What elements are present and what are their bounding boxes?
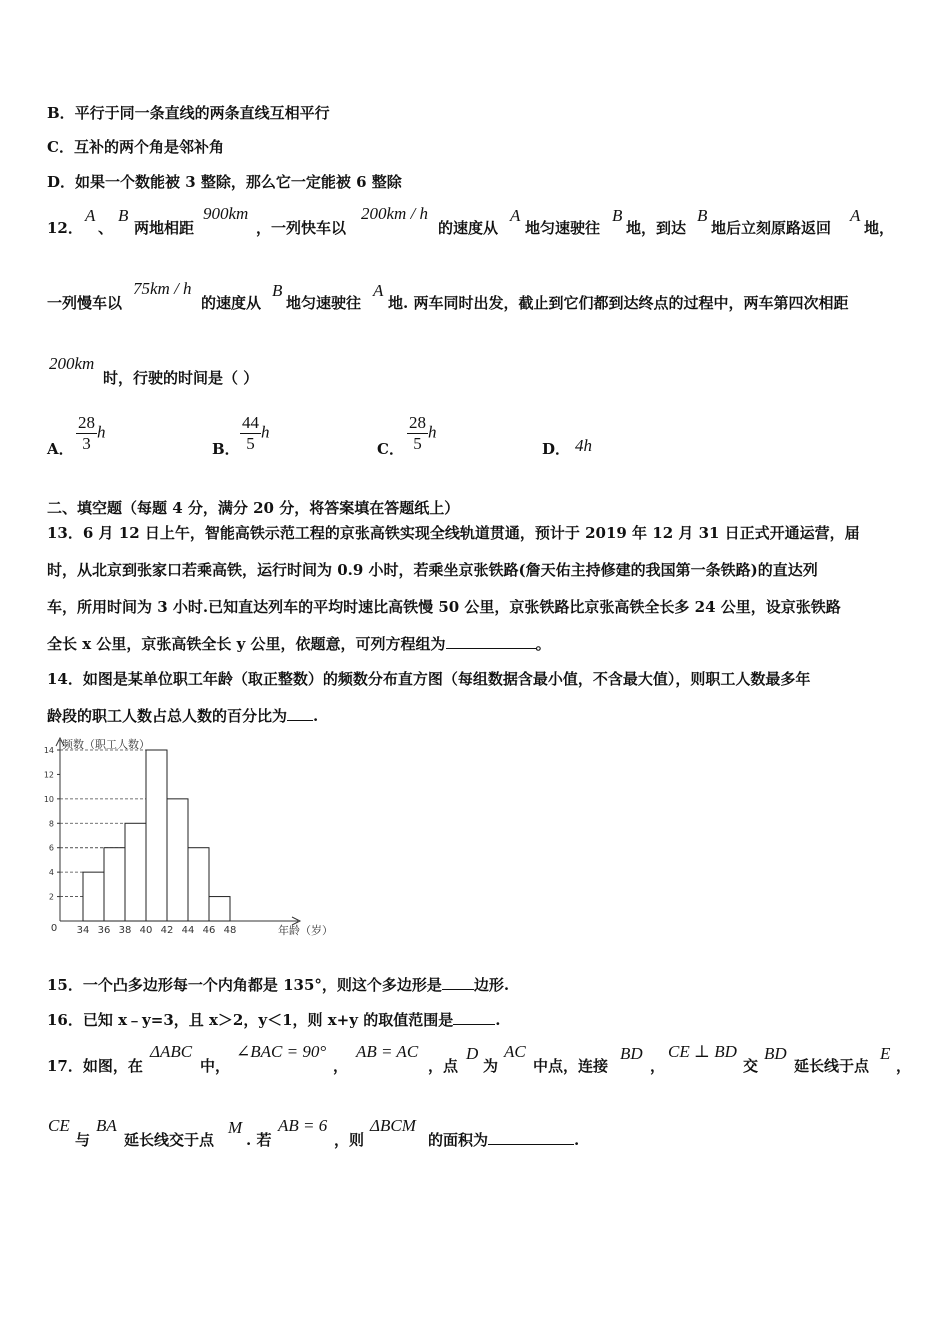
q17-line2-e-text: 的面积为 — [428, 1131, 489, 1149]
q17-comma: ， — [333, 1057, 349, 1075]
q12-text-3: 的速度从 — [438, 219, 499, 237]
q12-line2-b: 的速度从 — [201, 294, 262, 312]
answer-blank — [442, 975, 474, 990]
q17-point-m: M — [228, 1118, 243, 1137]
q12-separator: 、 — [98, 219, 114, 237]
q12-point-b-4: B — [272, 281, 283, 300]
q12-point-a-4: A — [373, 281, 384, 300]
q16-end: . — [495, 1011, 501, 1029]
x-tick-label: 38 — [118, 925, 132, 936]
q17-text-2: ，点 — [428, 1057, 459, 1075]
q12-point-a-2: A — [510, 206, 521, 225]
answer-blank — [287, 706, 313, 721]
q17-end: . — [574, 1131, 580, 1149]
q11-option-b: B．平行于同一条直线的两条直线互相平行 — [47, 104, 330, 122]
q11-option-c: C．互补的两个角是邻补角 — [47, 138, 224, 156]
q12-option-d-label: D． — [542, 440, 571, 458]
y-tick-label: 6 — [48, 843, 54, 853]
origin-label: 0 — [50, 923, 58, 934]
q17-length-ab: AB = 6 — [278, 1116, 328, 1135]
q12-text-5: 地，到达 — [626, 219, 687, 237]
q17-line2-e — [428, 1129, 579, 1150]
q12-text-6: 地后立刻原路返回 — [711, 219, 832, 237]
q13-line-4 — [47, 633, 551, 654]
q13-line-3: 车，所用时间为 3 小时.已知直达列车的平均时速比高铁慢 50 公里，京张铁路比京张高铁全长多 24 公里，设京张铁路 — [47, 598, 841, 616]
y-tick-label: 14 — [43, 746, 54, 755]
x-tick-label: 34 — [76, 925, 90, 936]
x-tick-label: 48 — [223, 925, 237, 936]
q12-point-b-3: B — [697, 206, 708, 225]
q17-equal-sides: AB = AC — [356, 1042, 419, 1061]
histogram-bar-38-40 — [125, 823, 146, 921]
q12-option-b-value — [240, 413, 270, 454]
q12-option-a-label: A． — [47, 440, 74, 458]
histogram-bar-34-36 — [83, 872, 104, 921]
q17-line2-b: 延长线交于点 — [124, 1131, 215, 1149]
y-tick-label: 2 — [48, 892, 54, 902]
q12-option-a-value — [76, 413, 106, 454]
q12-line2-d: 地. 两车同时出发，截止到它们都到达终点的过程中，两车第四次相距 — [388, 294, 849, 312]
q12-distance: 900km — [203, 204, 249, 223]
q17-line2-d: ，则 — [334, 1131, 365, 1149]
q13-line-4-text: 全长 x 公里，京张高铁全长 y 公里，依题意，可列方程组为 — [47, 635, 446, 653]
q17-number: 17．如图，在 — [47, 1057, 143, 1075]
q17-text-1: 中， — [200, 1057, 231, 1075]
q13-line-1: 13．6 月 12 日上午，智能高铁示范工程的京张高铁实现全线轨道贯通，预计于 2019 年 12 月 31 日正式开通运营，届 — [47, 524, 860, 542]
q12-line2-a: 一列慢车以 — [47, 294, 123, 312]
answer-blank — [453, 1010, 495, 1025]
q17-line2-a: 与 — [75, 1131, 91, 1149]
q17-comma-2: ， — [650, 1057, 666, 1075]
frac-denominator: 5 — [246, 434, 255, 453]
q17-segment-bd-2: BD — [764, 1044, 787, 1063]
unit: h — [428, 422, 437, 442]
q11-option-d: D．如果一个数能被 3 整除，那么它一定能被 6 整除 — [47, 173, 402, 191]
answer-blank — [446, 634, 536, 649]
q15-end: 边形. — [473, 976, 510, 994]
q14-line-1: 14．如图是某单位职工年龄（取正整数）的频数分布直方图（每组数据含最小值，不含最大值），则职工人数最多年 — [47, 670, 811, 688]
q17-segment-ac: AC — [504, 1042, 526, 1061]
q17-segment-bd: BD — [620, 1044, 643, 1063]
q17-text-6: 延长线于点 — [794, 1057, 870, 1075]
x-tick-label: 36 — [97, 925, 111, 936]
histogram-bar-40-42 — [146, 750, 167, 921]
q12-number: 12． — [47, 219, 83, 237]
q12-point-b-2: B — [612, 206, 623, 225]
q17-point-d: D — [466, 1044, 479, 1063]
x-tick-label: 46 — [202, 925, 216, 936]
q12-line2-c: 地匀速驶往 — [286, 294, 362, 312]
q13-line-2: 时，从北京到张家口若乘高铁，运行时间为 0.9 小时，若乘坐京张铁路(詹天佑主持修建的我国第一条铁路)的直达列 — [47, 561, 818, 579]
q12-text-7: 地， — [864, 219, 895, 237]
x-tick-label: 40 — [139, 925, 153, 936]
y-tick-label: 10 — [43, 794, 54, 804]
q17-text-4: 中点，连接 — [533, 1057, 609, 1075]
q12-point-b: B — [118, 206, 129, 225]
q12-text-1: 两地相距 — [134, 219, 195, 237]
y-tick-label: 12 — [43, 770, 54, 780]
q12-point-a-3: A — [850, 206, 861, 225]
unit: h — [97, 422, 106, 442]
q17-line2-c: . 若 — [246, 1131, 272, 1149]
y-tick-label: 8 — [48, 819, 54, 829]
q12-option-c-label: C． — [377, 440, 404, 458]
q12-text-2: ，一列快车以 — [256, 219, 347, 237]
q17-text-5: 交 — [743, 1057, 759, 1075]
q15 — [47, 974, 509, 995]
q12-option-c-value — [407, 413, 437, 454]
x-tick-label: 44 — [181, 925, 195, 936]
q14-line-2-text: 龄段的职工人数占总人数的百分比为 — [47, 707, 288, 725]
section-heading: 二、填空题（每题 4 分，满分 20 分，将答案填在答题纸上） — [47, 499, 460, 517]
q13-end: 。 — [535, 635, 551, 653]
q14-end: . — [313, 707, 319, 725]
q17-point-e: E — [880, 1044, 891, 1063]
q16-text: 16．已知 x﹣y=3，且 x＞2，y＜1，则 x+y 的取值范围是 — [47, 1011, 454, 1029]
q12-text-4: 地匀速驶往 — [525, 219, 601, 237]
y-tick-label: 4 — [48, 868, 54, 878]
q17-segment-ce: CE — [48, 1116, 70, 1135]
q15-text: 15．一个凸多边形每一个内角都是 135°，则这个多边形是 — [47, 976, 442, 994]
q12-option-b-label: B． — [212, 440, 240, 458]
age-histogram — [40, 730, 370, 945]
q12-option-d-value: 4h — [575, 436, 592, 455]
q17-triangle-bcm: ΔBCM — [370, 1116, 416, 1135]
q16 — [47, 1009, 500, 1030]
q17-angle: ∠BAC = 90° — [236, 1042, 327, 1061]
histogram-bar-42-44 — [167, 799, 188, 921]
frac-numerator: 44 — [242, 413, 259, 432]
frac-denominator: 3 — [82, 434, 91, 453]
x-tick-label: 42 — [160, 925, 174, 936]
q17-triangle: ΔABC — [150, 1042, 193, 1061]
histogram-bar-46-48 — [209, 897, 230, 921]
q12-point-a: A — [85, 206, 96, 225]
frac-denominator: 5 — [413, 434, 422, 453]
answer-blank — [488, 1130, 574, 1145]
frac-numerator: 28 — [78, 413, 95, 432]
histogram-bar-36-38 — [104, 848, 125, 921]
q12-line3: 时，行驶的时间是（ ） — [103, 369, 259, 387]
q14-line-2 — [47, 705, 318, 726]
q17-text-7: ， — [896, 1057, 912, 1075]
q17-segment-ba: BA — [96, 1116, 117, 1135]
q17-text-3: 为 — [483, 1057, 499, 1075]
frac-numerator: 28 — [409, 413, 426, 432]
q17-perpendicular: CE ⊥ BD — [668, 1042, 737, 1061]
q12-fast-speed: 200km / h — [361, 204, 429, 223]
q12-gap: 200km — [49, 354, 95, 373]
unit: h — [261, 422, 270, 442]
y-axis-title: 频数（职工人数） — [62, 738, 150, 751]
q12-slow-speed: 75km / h — [133, 279, 192, 298]
x-axis-title: 年龄（岁） — [278, 924, 333, 937]
histogram-bar-44-46 — [188, 848, 209, 921]
